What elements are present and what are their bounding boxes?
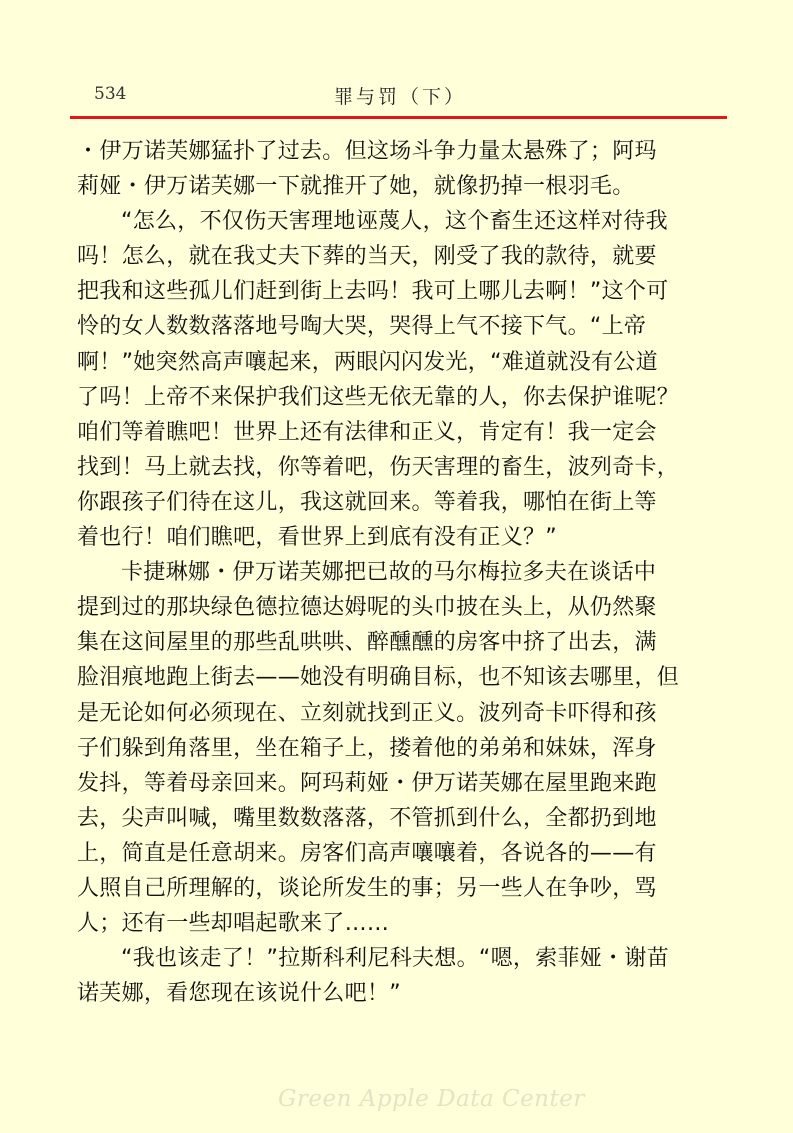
text-line: 脸泪痕地跑上街去——她没有明确目标，也不知该去哪里，但 — [77, 665, 680, 691]
text-line: 人照自己所理解的，谈论所发生的事；另一些人在争吵，骂 — [77, 875, 657, 901]
text-line: 找到！马上就去找，你等着吧，伤天害理的畜生，波列奇卡， — [77, 454, 680, 480]
page-number: 534 — [94, 84, 127, 104]
text-line: 莉娅・伊万诺芙娜一下就推开了她，就像扔掉一根羽毛。 — [77, 174, 635, 200]
text-line: 人；还有一些却唱起歌来了…… — [77, 911, 390, 937]
text-line: 去，尖声叫喊，嘴里数数落落，不管抓到什么，全都扔到地 — [77, 805, 657, 831]
body-text — [77, 134, 727, 1011]
text-line: 咱们等着瞧吧！世界上还有法律和正义，肯定有！我一定会 — [77, 419, 657, 445]
text-line: 提到过的那块绿色德拉德达姆呢的头巾披在头上，从仍然聚 — [77, 595, 657, 621]
page-header — [72, 80, 727, 112]
text-line: 子们躲到角落里，坐在箱子上，搂着他的弟弟和妹妹，浑身 — [77, 735, 657, 761]
text-line: 集在这间屋里的那些乱哄哄、醉醺醺的房客中挤了出去，满 — [77, 630, 657, 656]
text-line: 你跟孩子们待在这儿，我这就回来。等着我，哪怕在街上等 — [77, 489, 657, 515]
text-line: “我也该走了！”拉斯科利尼科夫想。“嗯，索菲娅・谢苗 — [121, 946, 669, 972]
text-line: 发抖，等着母亲回来。阿玛莉娅・伊万诺芙娜在屋里跑来跑 — [77, 770, 657, 796]
running-title: 罪与罚（下） — [334, 86, 467, 108]
text-line: 上，简直是任意胡来。房客们高声嚷嚷着，各说各的——有 — [77, 840, 657, 866]
text-line: 把我和这些孤儿们赶到街上去吗！我可上哪儿去啊！”这个可 — [77, 279, 669, 305]
watermark: Green Apple Data Center — [278, 1086, 585, 1112]
text-line: 卡捷琳娜・伊万诺芙娜把已故的马尔梅拉多夫在谈话中 — [121, 560, 657, 586]
text-line: 是无论如何必须现在、立刻就找到正义。波列奇卡吓得和孩 — [77, 700, 657, 726]
text-line: “怎么，不仅伤天害理地诬蔑人，这个畜生还这样对待我 — [121, 209, 668, 235]
text-line: 怜的女人数数落落地号啕大哭，哭得上气不接下气。“上帝 — [77, 314, 647, 340]
text-line: 了吗！上帝不来保护我们这些无依无靠的人，你去保护谁呢？ — [77, 384, 680, 410]
text-line: 诺芙娜，看您现在该说什么吧！” — [77, 981, 401, 1007]
text-line: 着也行！咱们瞧吧，看世界上到底有没有正义？” — [77, 525, 557, 551]
text-line: ・伊万诺芙娜猛扑了过去。但这场斗争力量太悬殊了；阿玛 — [77, 139, 657, 164]
text-line: 啊！”她突然高声嚷起来，两眼闪闪发光，“难道就没有公道 — [77, 349, 658, 375]
header-rule — [70, 116, 727, 119]
text-line: 吗！怎么，就在我丈夫下葬的当天，刚受了我的款待，就要 — [77, 244, 657, 270]
